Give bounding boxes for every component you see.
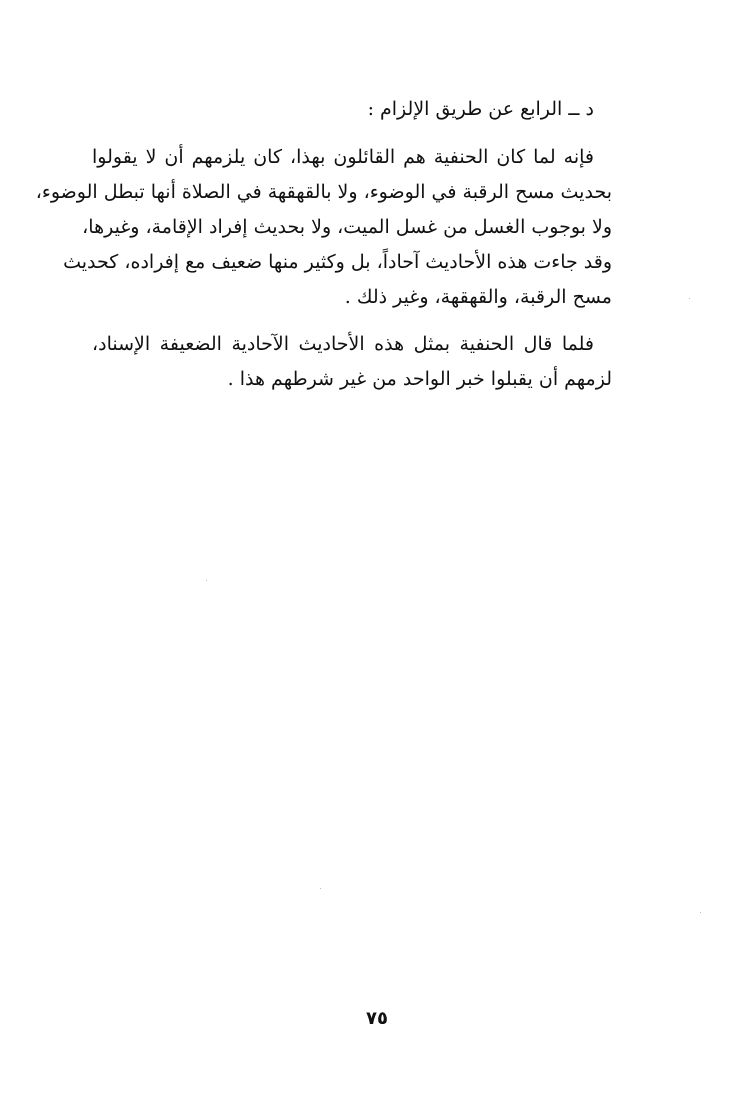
paragraph-2 [92, 327, 612, 397]
paragraph-line: فإنه لما كان الحنفية هم القائلون بهذا، كان يلزمهم أن لا يقولوا [92, 146, 594, 168]
paragraph-line: بحديث مسح الرقبة في الوضوء، ولا بالقهقهة في الصلاة أنها تبطل الوضوء، [35, 181, 612, 203]
paragraph-line: فلما قال الحنفية بمثل هذه الأحاديث الآحادية الضعيفة الإسناد، [92, 333, 594, 355]
paragraph-1 [35, 140, 612, 315]
scan-speck [689, 298, 690, 299]
paragraph-line: لزمهم أن يقبلوا خبر الواحد من غير شرطهم هذا . [227, 368, 612, 390]
page-number: ٧٥ [366, 1008, 388, 1029]
paragraph-line: مسح الرقبة، والقهقهة، وغير ذلك . [344, 286, 612, 308]
scan-speck [320, 888, 321, 889]
scan-speck [700, 912, 701, 913]
section-heading [92, 92, 612, 127]
paragraph-line: ولا بوجوب الغسل من غسل الميت، ولا بحديث إفراد الإقامة، وغيرها، [82, 216, 612, 238]
paragraph-line: وقد جاءت هذه الأحاديث آحاداً، بل وكثير منها ضعيف مع إفراده، كحديث [63, 251, 612, 273]
scan-speck [206, 580, 207, 581]
heading-text: د ــ الرابع عن طريق الإلزام : [367, 98, 594, 120]
